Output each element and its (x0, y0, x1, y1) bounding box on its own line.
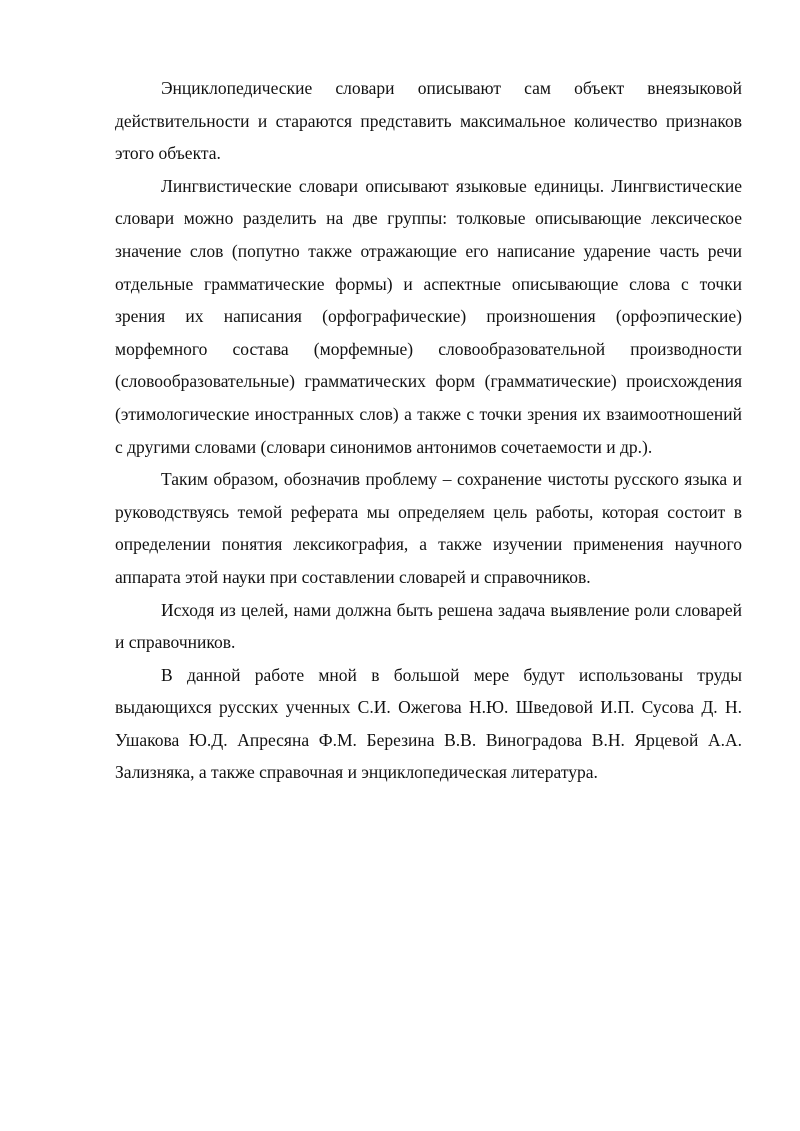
paragraph-linguistic-dictionaries: Лингвистические словари описывают языковые единицы. Лингвистические словари можно разделить на две группы: толковые описывающие лексическое значение слов (попутно также отражающие его написание ударение часть речи отдельные грамматические формы) и аспектные описывающие слова с точки зрения их написания (орфографические) произношения (орфоэпические) морфемного состава (морфемные) словообразовательной производности (словообразовательные) грамматических форм (грамматические) происхождения (этимологические иностранных слов) а также с точки зрения их взаимоотношений с другими словами (словари синонимов антонимов сочетаемости и др.). (115, 175, 742, 457)
paragraph-work-goal: Таким образом, обозначив проблему – сохранение чистоты русского языка и руководствуясь темой реферата мы определяем цель работы, которая состоит в определении понятия лексикография, а также изучении применения научного аппарата этой науки при составлении словарей и справочников. (115, 469, 742, 587)
paragraph-encyclopedic-dictionaries: Энциклопедические словари описывают сам объект внеязыковой действительности и стараются представить максимальное количество признаков этого объекта. (115, 78, 742, 164)
paragraph-sources: В данной работе мной в большой мере будут использованы труды выдающихся русских ученных С.И. Ожегова Н.Ю. Шведовой И.П. Сусова Д. Н. Ушакова Ю.Д. Апресяна Ф.М. Березина В.В. Виноградова В.Н. Ярцевой А.А. Зализняка, а также справочная и энциклопедическая литература. (115, 664, 742, 783)
paragraph-task: Исходя из целей, нами должна быть решена задача выявление роли словарей и справочников. (115, 599, 742, 653)
document-page (115, 72, 742, 789)
